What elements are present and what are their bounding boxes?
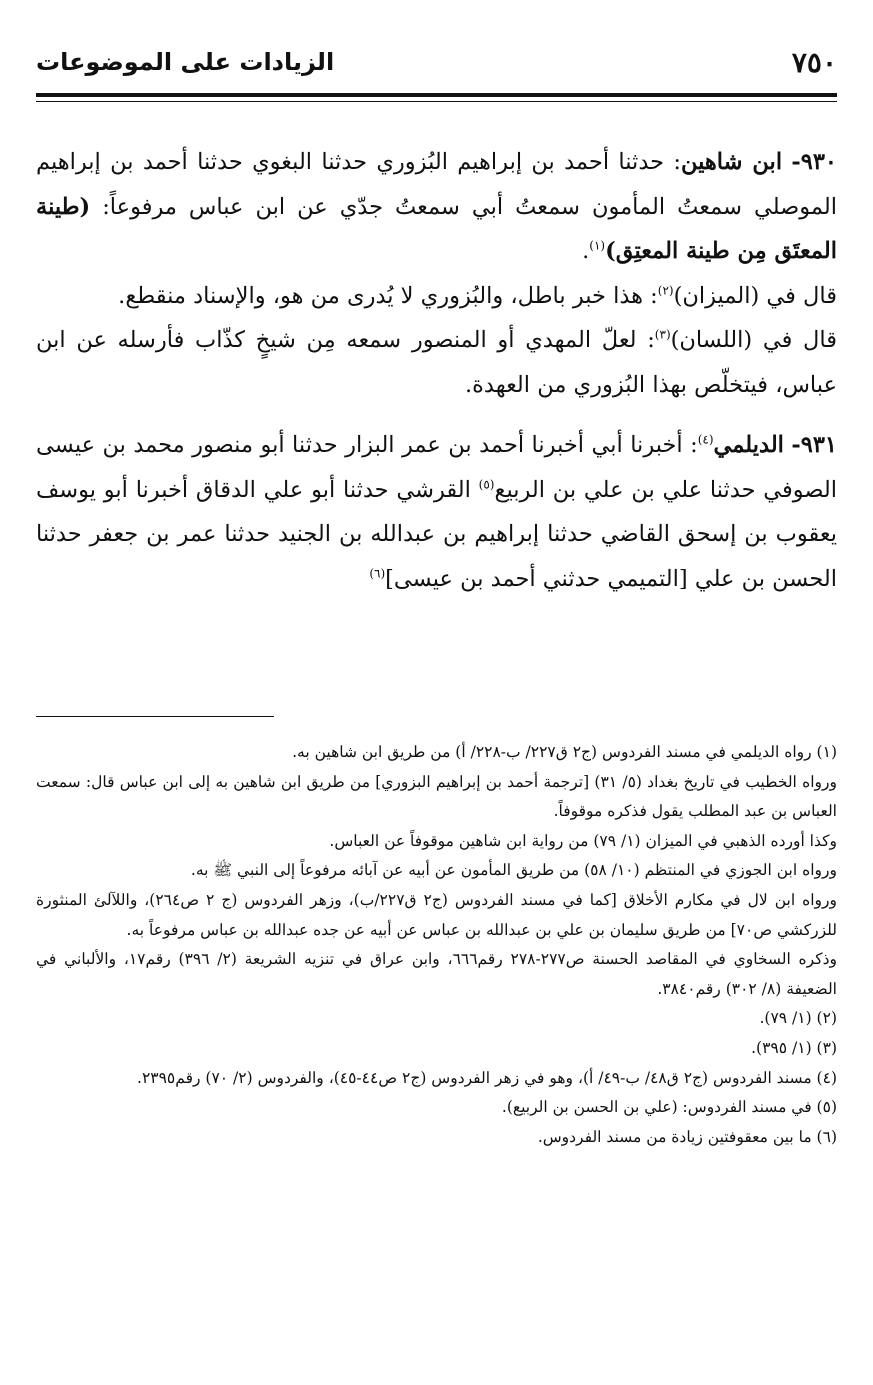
hadith-quote: (طينة المعتَق مِن طينة المعتِق) bbox=[36, 193, 837, 264]
comment-text: : لعلّ المهدي أو المنصور سمعه مِن شيخٍ كذّاب فأرسله عن ابن عباس، فيتخلّص بهذا البُزوري من العهدة. bbox=[36, 327, 837, 398]
footnote: (٦) ما بين معقوفتين زيادة من مسند الفردوس. bbox=[537, 1127, 837, 1146]
comment-text: : هذا خبر باطل، والبُزوري لا يُدرى من هو، والإسناد منقطع. bbox=[118, 282, 658, 309]
footnote: (٤) مسند الفردوس (ج٢ ق٤٨/ ب-٤٩/ أ)، وهو في زهر الفردوس (ج٢ ص٤٤-٤٥)، والفردوس (٢/ ٧٠) رقم٢٣٩٥. bbox=[137, 1068, 837, 1087]
page-header bbox=[36, 36, 837, 88]
running-title: الزيادات على الموضوعات bbox=[36, 48, 335, 76]
footnote-ref: (٥) bbox=[478, 477, 495, 491]
entry-number: ٩٣٠- bbox=[791, 149, 838, 175]
footnote: ورواه ابن الجوزي في المنتظم (١٠/ ٥٨) من طريق المأمون عن أبيه عن آبائه مرفوعاً إلى النبي ﷺ به. bbox=[190, 861, 837, 880]
header-rule-thick bbox=[36, 93, 837, 97]
footnote-ref: (٤) bbox=[697, 432, 714, 447]
footnote-separator bbox=[36, 716, 274, 717]
page-number: ٧٥٠ bbox=[791, 45, 837, 79]
entry-end: . bbox=[582, 238, 590, 264]
footnote-ref: (٢) bbox=[657, 283, 674, 297]
entry-number: ٩٣١- bbox=[791, 432, 837, 458]
comment-mizan bbox=[36, 274, 837, 319]
footnotes bbox=[36, 738, 837, 1152]
comment-start: قال في (الميزان) bbox=[673, 282, 837, 309]
footnote: وذكره السخاوي في المقاصد الحسنة ص٢٧٧-٢٧٨ رقم٦٦٦، وابن عراق في تنزيه الشريعة (٢/ ٣٩٦) رقم١٧، والألباني في الضعيفة (٨/ ٣٠٢) رقم٣٨٤٠. bbox=[36, 950, 837, 998]
entry-text: : أخبرنا أبي أخبرنا أحمد بن عمر البزار حدثنا أبو منصور محمد بن عيسى الصوفي حدثنا علي بن علي بن الربيع bbox=[36, 432, 837, 503]
hadith-entry-931 bbox=[36, 423, 837, 601]
entry-source: الديلمي bbox=[713, 432, 784, 458]
header-rule-thin bbox=[36, 101, 837, 102]
entry-text: القرشي حدثنا أبو علي الدقاق أخبرنا أبو يوسف يعقوب بن إسحق القاضي حدثنا إبراهيم بن عبدالله بن الجنيد حدثنا عمر بن جعفر حدثنا الحسن بن علي [التميمي حدثني أحمد بن عيسى] bbox=[36, 476, 837, 592]
footnote: ورواه الخطيب في تاريخ بغداد (٥/ ٣١) [ترجمة أحمد بن إبراهيم البزوري] من طريق ابن شاهين به إلى ابن عباس قال: سمعت العباس بن عبد المطلب يقول فذكره موقوفاً. bbox=[36, 772, 837, 821]
main-text bbox=[36, 140, 837, 601]
comment-lisan bbox=[36, 318, 837, 407]
footnote: (٣) (١/ ٣٩٥). bbox=[751, 1038, 837, 1057]
footnote-ref: (٣) bbox=[654, 327, 671, 342]
hadith-entry-930 bbox=[36, 140, 837, 274]
footnote: (١) رواه الديلمي في مسند الفردوس (ج٢ ق٢٢٧/ ب-٢٢٨/ أ) من طريق ابن شاهين به. bbox=[292, 743, 837, 761]
entry-text: : حدثنا أحمد بن إبراهيم البُزوري حدثنا البغوي حدثنا أحمد بن إبراهيم الموصلي سمعتُ المأمون سمعتُ أبي سمعتُ جدّي عن ابن عباس مرفوعاً: bbox=[36, 149, 837, 220]
footnote: وكذا أورده الذهبي في الميزان (١/ ٧٩) من رواية ابن شاهين موقوفاً عن العباس. bbox=[329, 831, 837, 850]
footnote-ref: (١) bbox=[589, 238, 606, 253]
comment-start: قال في (اللسان) bbox=[670, 327, 838, 353]
footnote: (٥) في مسند الفردوس: (علي بن الحسن بن الربيع). bbox=[501, 1098, 837, 1117]
entry-source: ابن شاهين bbox=[680, 149, 783, 175]
footnote: ورواه ابن لال في مكارم الأخلاق [كما في مسند الفردوس (ج٢ ق٢٢٧/ب)، وزهر الفردوس (ج ٢ ص٢٦٤)، واللآلئ المنثورة للزركشي ص٧٠] من طريق سليمان بن علي بن عبدالله بن عباس عن أبيه عن جده عبدالله بن عباس مرفوعاً به. bbox=[36, 890, 837, 939]
footnote: (٢) (١/ ٧٩). bbox=[759, 1009, 837, 1028]
footnote-ref: (٦) bbox=[369, 566, 386, 580]
